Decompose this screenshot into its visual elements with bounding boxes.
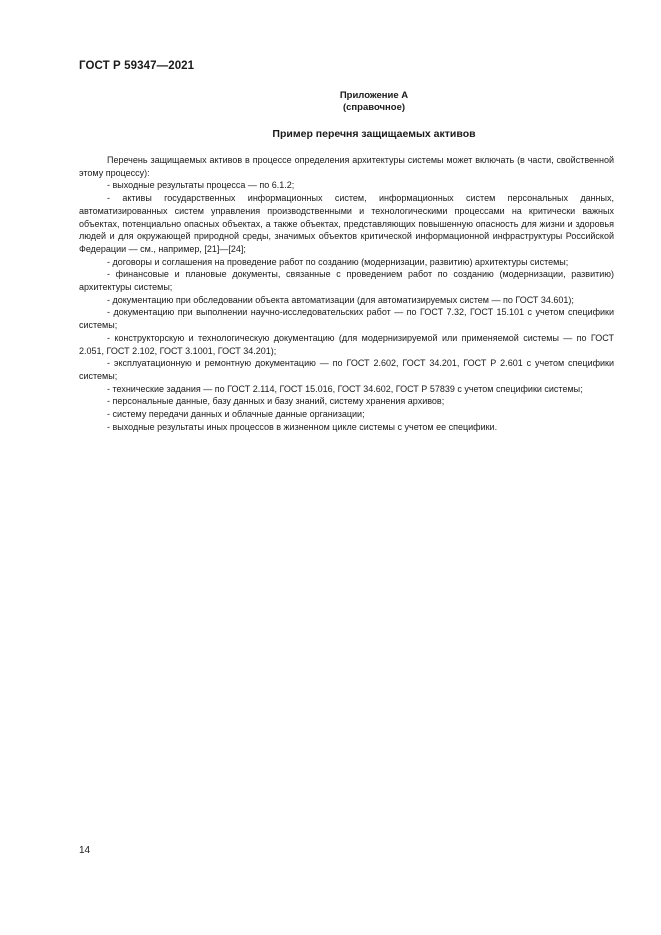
list-item: - технические задания — по ГОСТ 2.114, ГОСТ 15.016, ГОСТ 34.602, ГОСТ Р 57839 с учетом специфики системы; xyxy=(107,383,583,394)
list-item: - выходные результаты процесса — по 6.1.2; xyxy=(107,180,295,191)
intro-paragraph: Перечень защищаемых активов в процессе определения архитектуры системы может включать (в части, свойственной этому процессу): xyxy=(79,155,614,178)
list-item: - документацию при обследовании объекта автоматизации (для автоматизируемых систем — по ГОСТ 34.601); xyxy=(107,294,574,305)
list-item: - выходные результаты иных процессов в жизненном цикле системы с учетом ее специфики. xyxy=(107,421,498,432)
list-item: - финансовые и плановые документы, связанные с проведением работ по созданию (модернизации, развитию) архитектуры системы; xyxy=(79,269,614,293)
list-item: - систему передачи данных и облачные данные организации; xyxy=(107,409,365,420)
list-item: - персональные данные, базу данных и базу знаний, систему хранения архивов; xyxy=(107,396,445,407)
list-item: - документацию при выполнении научно-исследовательских работ — по ГОСТ 7.32, ГОСТ 15.101 с учетом специфики системы; xyxy=(79,307,614,331)
annex-subtitle: (справочное) xyxy=(342,102,406,113)
body-text xyxy=(79,154,614,433)
page-number: 14 xyxy=(79,845,91,856)
annex-title: Приложение А xyxy=(339,90,409,101)
list-item: - эксплуатационную и ремонтную документацию — по ГОСТ 2.602, ГОСТ 34.201, ГОСТ Р 2.601 с учетом специфики системы; xyxy=(79,358,614,381)
standard-code-header: ГОСТ Р 59347—2021 xyxy=(79,60,195,72)
section-heading: Пример перечня защищаемых активов xyxy=(272,128,476,140)
list-item: - конструкторскую и технологическую документацию (для модернизируемой или применяемой системы — по ГОСТ 2.051, ГОСТ 2.102, ГОСТ 3.1001, ГОСТ 34.201); xyxy=(79,332,614,356)
annex-title-block xyxy=(79,90,661,114)
list-item: - договоры и соглашения на проведение работ по созданию (модернизации, развитию) архитектуры системы; xyxy=(107,256,569,267)
list-item: - активы государственных информационных систем, информационных систем персональных данных, автоматизированных систем управления производственными и технологическими процессами на критически важных объектах, потенциально опасных объектах, а также объектах, представляющих повышенную опасность для жизни и здоровья людей и для окружающей природной среды, значимых объектов критической информационной инфраструктуры Российской Федерации — см., например, [21]—[24]; xyxy=(79,193,614,254)
